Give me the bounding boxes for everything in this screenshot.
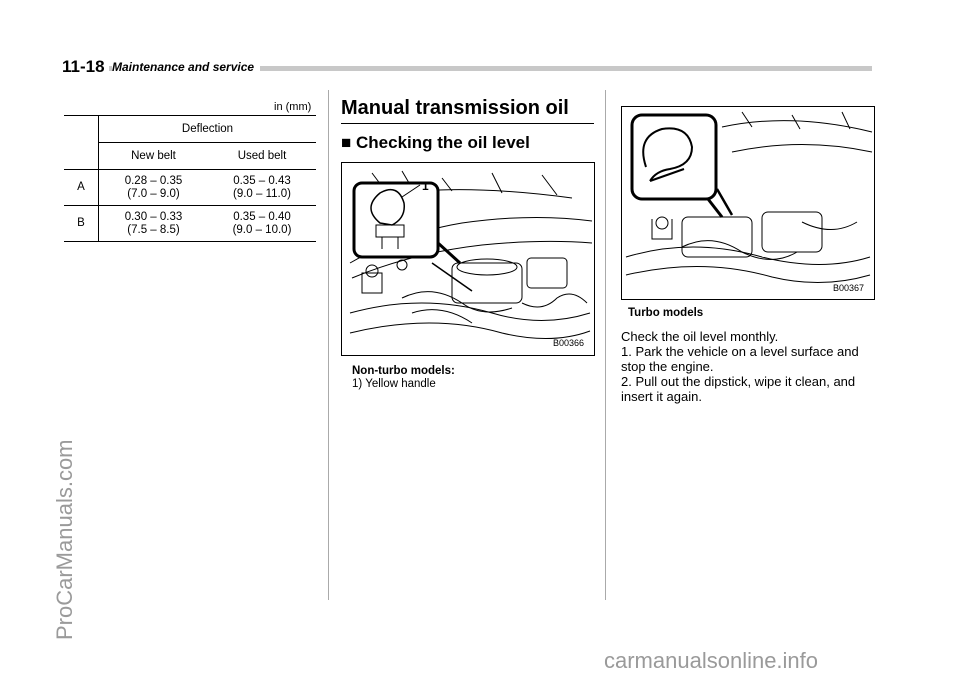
row-label: B: [64, 206, 99, 242]
figure-caption-item: 1) Yellow handle: [352, 378, 436, 390]
figure-caption-title: Turbo models: [628, 307, 704, 319]
table-cell: 0.30 – 0.33 (7.5 – 8.5): [124, 210, 183, 236]
section-heading: Manual transmission oil: [341, 97, 569, 119]
page-header: [62, 58, 872, 76]
bullet-icon: ■: [341, 133, 352, 152]
engine-bay-illustration: [622, 107, 874, 299]
subsection-heading: ■ Checking the oil level: [341, 133, 530, 152]
engine-bay-illustration: [342, 163, 594, 355]
table-cell: 0.35 – 0.40 (9.0 – 10.0): [232, 210, 292, 236]
dipstick-callout: [632, 115, 722, 217]
page-number: 11-18: [62, 58, 109, 76]
figure-non-turbo: [341, 162, 595, 356]
figure-code: B00367: [832, 283, 864, 293]
watermark: ProCarManuals.com: [52, 439, 77, 640]
table-col-new: New belt: [131, 149, 176, 162]
heading-rule: [341, 123, 594, 124]
column-divider-right: [605, 90, 606, 600]
table-col-used: Used belt: [237, 149, 287, 162]
figure-turbo: [621, 106, 875, 300]
table-cell: 0.35 – 0.43 (9.0 – 11.0): [233, 174, 291, 200]
paragraph: Check the oil level monthly.: [621, 329, 779, 344]
paragraph: 1. Park the vehicle on a level surface and stop the engine.: [621, 344, 859, 374]
section-title: Maintenance and service: [112, 60, 260, 74]
figure-code: B00366: [552, 338, 584, 348]
column-divider-left: [328, 90, 329, 600]
deflection-table: [64, 115, 316, 242]
table-corner: [64, 116, 99, 170]
table-row: [64, 206, 316, 242]
figure-caption-title: Non-turbo models:: [352, 365, 455, 377]
table-row: [64, 170, 316, 206]
callout-number: 1: [422, 179, 429, 193]
row-label: A: [64, 170, 99, 206]
paragraph: 2. Pull out the dipstick, wipe it clean, and insert it again.: [621, 374, 856, 404]
body-text: [621, 329, 873, 404]
footer-watermark: carmanualsonline.info: [604, 648, 819, 673]
table-cell: 0.28 – 0.35 (7.0 – 9.0): [124, 174, 183, 200]
table-units: in (mm): [274, 101, 312, 113]
table-group-header: Deflection: [99, 116, 317, 143]
